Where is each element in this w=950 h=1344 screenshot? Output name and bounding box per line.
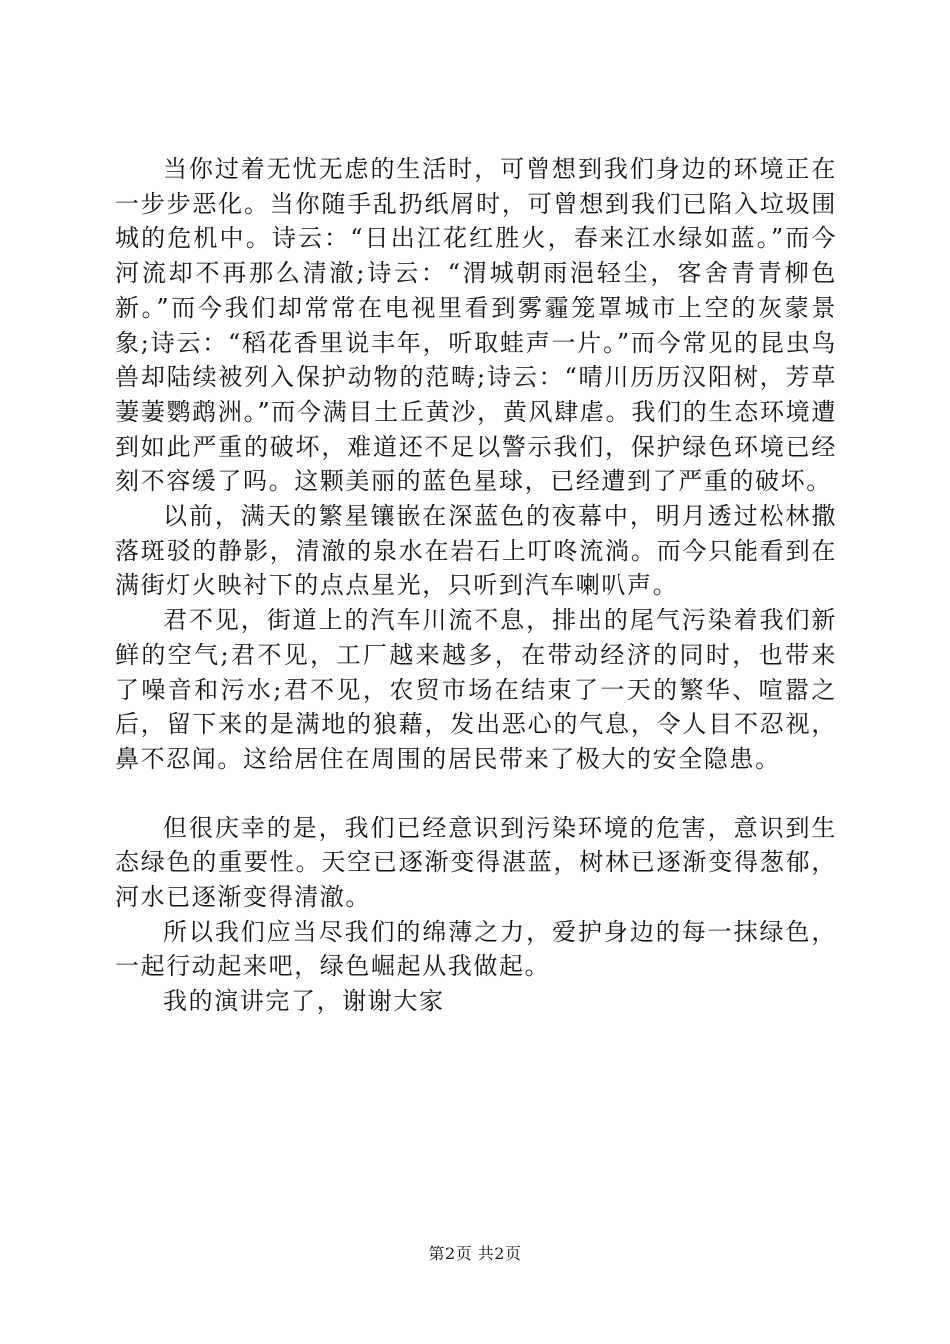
paragraph-past-night-sky: 以前，满天的繁星镶嵌在深蓝色的夜幕中，明月透过松林撒落斑驳的静影，清澈的泉水在岩石上叮咚流淌。而今只能看到在满街灯火映衬下的点点星光，只听到汽车喇叭声。 [115,502,837,600]
paragraph-closing: 我的演讲完了，谢谢大家 [163,987,445,1016]
speech-body [115,152,837,1019]
paragraph-call-to-action: 所以我们应当尽我们的绵薄之力，爱护身边的每一抹绿色，一起行动起来吧，绿色崛起从我做起。 [115,917,837,981]
paragraph-awareness: 但很庆幸的是，我们已经意识到污染环境的危害，意识到生态绿色的重要性。天空已逐渐变得湛蓝，树林已逐渐变得葱郁，河水已逐渐变得清澈。 [115,813,837,912]
paragraph-pollution-examples: 君不见，街道上的汽车川流不息，排出的尾气污染着我们新鲜的空气;君不见，工厂越来越多，在带动经济的同时，也带来了噪音和污水;君不见，农贸市场在结束了一天的繁华、喧嚣之后，留下来的是满地的狼藉，发出恶心的气息，令人目不忍视，鼻不忍闻。这给居住在周围的居民带来了极大的安全隐患。 [115,606,837,773]
paragraph-environment-poems: 当你过着无忧无虑的生活时，可曾想到我们身边的环境正在一步步恶化。当你随手乱扔纸屑时，可曾想到我们已陷入垃圾围城的危机中。诗云：“日出江花红胜火，春来江水绿如蓝。”而今河流却不再那么清澈;诗云：“渭城朝雨浥轻尘，客舍青青柳色新。”而今我们却常常在电视里看到雾霾笼罩城市上空的灰蒙景象;诗云：“稻花香里说丰年，听取蛙声一片。”而今常见的昆虫鸟兽却陆续被列入保护动物的范畴;诗云：“晴川历历汉阳树，芳草萋萋鹦鹉洲。”而今满目土丘黄沙，黄风肆虐。我们的生态环境遭到如此严重的破坏，难道还不足以警示我们，保护绿色环境已经刻不容缓了吗。这颗美丽的蓝色星球，已经遭到了严重的破坏。 [115,155,837,496]
page-number-footer: 第2页 共2页 [428,1244,522,1263]
